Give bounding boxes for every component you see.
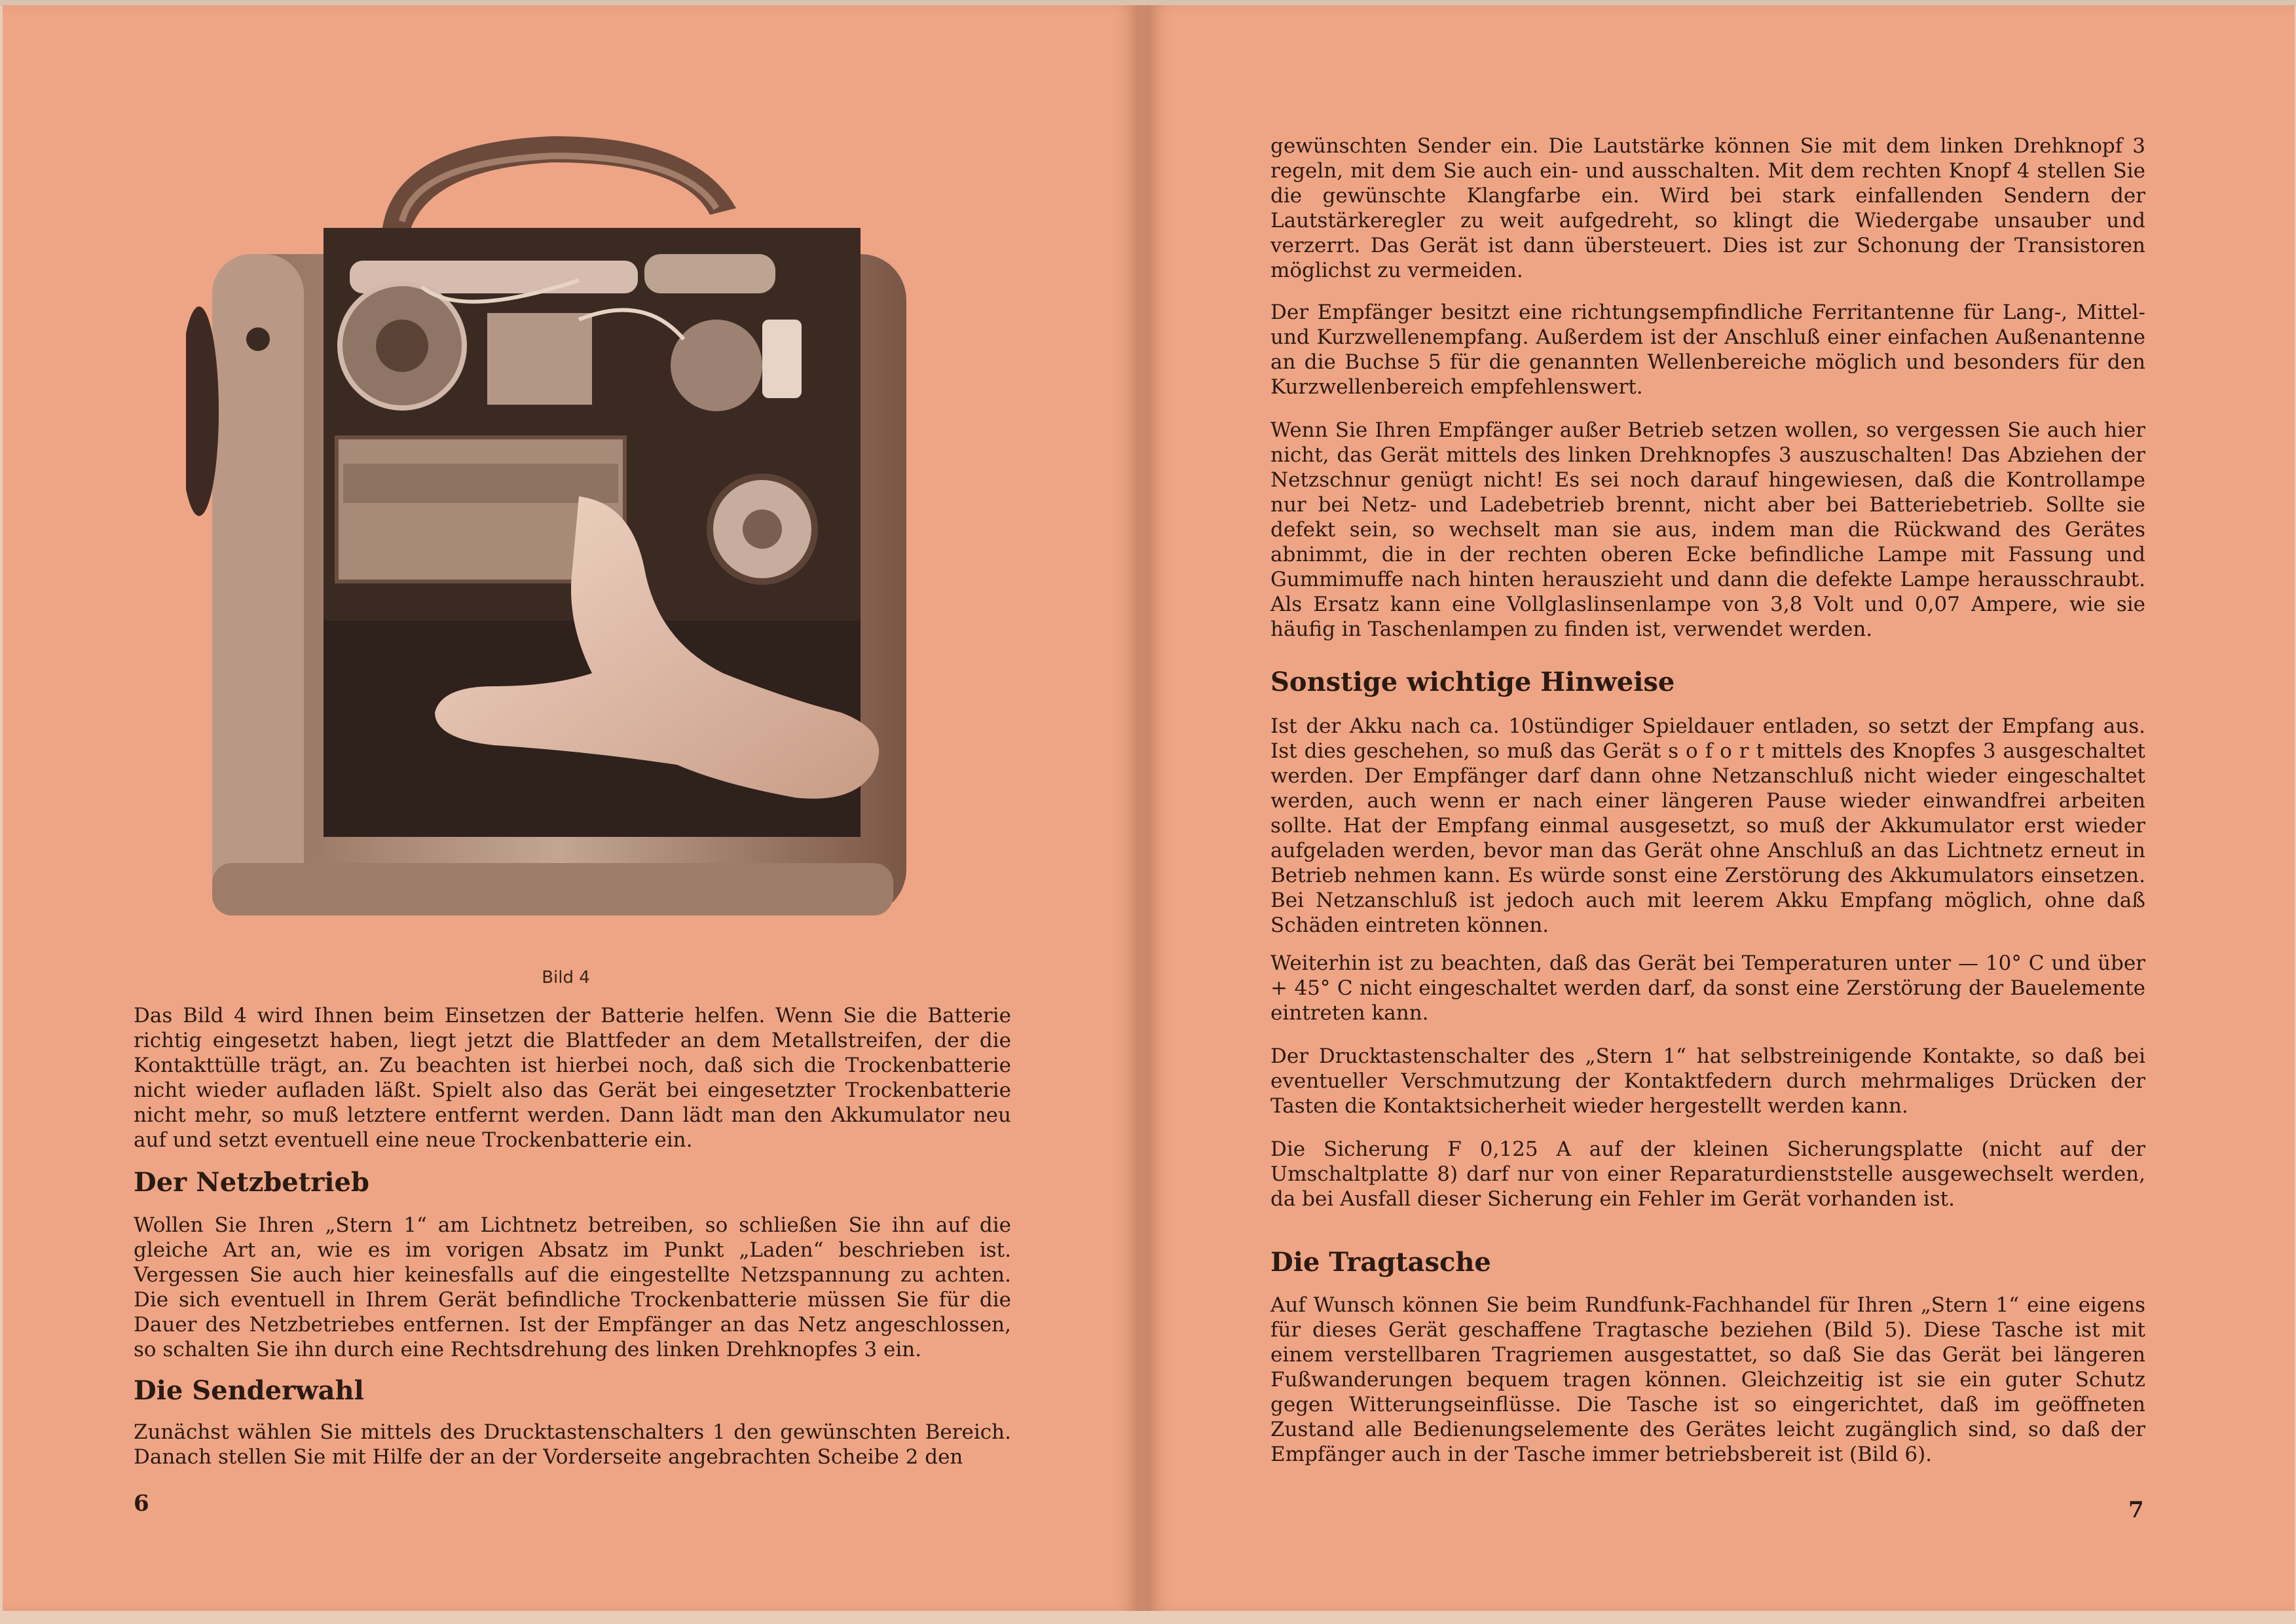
heading-senderwahl: Die Senderwahl bbox=[134, 1375, 364, 1406]
paragraph-right-2: Der Empfänger besitzt eine richtungsempfindliche Ferritantenne für Lang-, Mittel- und Kurzwellenempfang. Außerdem ist der Anschluß einer einfachen Außenantenne an die Buchse 5 für die genannten Wellenbereiche möglich und besonders für den Kurzwellenbereich empfehlenswert. bbox=[1270, 301, 2145, 399]
radio-photo-figure bbox=[186, 123, 972, 935]
page-number-right: 7 bbox=[2128, 1497, 2144, 1523]
figure-caption: Bild 4 bbox=[542, 968, 590, 987]
paragraph-right-3: Wenn Sie Ihren Empfänger außer Betrieb setzen wollen, so vergessen Sie auch hier nicht, das Gerät mittels des linken Drehknopfes 3 auszuschalten! Das Abziehen der Netzschnur genügt nicht! Es sei noch darauf hingewiesen, daß die Kontrollampe nur bei Netz- und Ladebetrieb brennt, nicht aber bei Batteriebetrieb. Sollte sie defekt sein, so wechselt man sie aus, indem man die Rückwand des Gerätes abnimmt, die in der rechten oberen Ecke befindliche Lampe mit Fassung und Gummimuffe nach hinten herauszieht und dann die defekte Lampe herausschraubt. Als Ersatz kann eine Vollglaslinsenlampe von 3,8 Volt und 0,07 Ampere, wie sie häufig in Taschenlampen zu finden ist, verwendet werden. bbox=[1270, 418, 2145, 641]
paragraph-right-5: Weiterhin ist zu beachten, daß das Gerät bei Temperaturen unter — 10° C und über + 45° C nicht eingeschaltet werden darf, da sonst eine Zerstörung der Bauelemente eintreten kann. bbox=[1270, 951, 2145, 1025]
heading-tragtasche: Die Tragtasche bbox=[1270, 1247, 1491, 1278]
paragraph-netzbetrieb: Wollen Sie Ihren „Stern 1“ am Lichtnetz betreiben, so schließen Sie ihn auf die gleiche Art an, wie es im vorigen Absatz im Punkt „Laden“ beschrieben ist. Vergessen Sie auch hier keinesfalls auf die eingestellte Netzspannung zu achten. Die sich eventuell in Ihrem Gerät befindliche Trockenbatterie müssen Sie für die Dauer des Netzbetriebes entfernen. Ist der Empfänger an das Netz angeschlossen, so schalten Sie ihn durch eine Rechtsdrehung des linken Drehknopfes 3 ein. bbox=[134, 1213, 1011, 1361]
heading-netzbetrieb: Der Netzbetrieb bbox=[134, 1167, 369, 1198]
paragraph-senderwahl: Zunächst wählen Sie mittels des Drucktastenschalters 1 den gewünschten Bereich. Danach stellen Sie mit Hilfe der an der Vorderseite angebrachten Scheibe 2 den bbox=[134, 1420, 1011, 1469]
right-page bbox=[1147, 5, 2295, 1611]
page-number-left: 6 bbox=[134, 1490, 149, 1517]
paragraph-right-4: Ist der Akku nach ca. 10stündiger Spieldauer entladen, so setzt der Empfang aus. Ist dies geschehen, so muß das Gerät s o f o r t mittels des Knopfes 3 ausgeschaltet werden. Der Empfänger darf dann ohne Netzanschluß nicht wieder eingeschaltet werden, auch wenn er nach einer längeren Pause wieder einwandfrei arbeiten sollte. Hat der Empfang einmal ausgesetzt, so muß der Akkumulator erst wieder aufgeladen werden, bevor man das Gerät ohne Anschluß an das Lichtnetz erneut in Betrieb nehmen kann. Es würde sonst eine Zerstörung des Akkumulators einsetzen. Bei Netzanschluß ist jedoch auch mit leerem Akku Empfang möglich, ohne daß Schäden eintreten können. bbox=[1270, 714, 2145, 937]
heading-hinweise: Sonstige wichtige Hinweise bbox=[1270, 667, 1675, 697]
paragraph-right-6: Der Drucktastenschalter des „Stern 1“ hat selbstreinigende Kontakte, so daß bei eventueller Verschmutzung der Kontaktfedern durch mehrmaliges Drücken der Tasten die Kontaktsicherheit wieder hergestellt werden kann. bbox=[1270, 1044, 2145, 1118]
left-page bbox=[3, 5, 1139, 1611]
paragraph-intro: Das Bild 4 wird Ihnen beim Einsetzen der Batterie helfen. Wenn Sie die Batterie richtig eingesetzt haben, liegt jetzt die Blattfeder an dem Metallstreifen, der die Kontakttülle trägt, an. Zu beachten ist hierbei noch, daß sich die Trockenbatterie nicht wieder aufladen läßt. Spielt also das Gerät bei eingesetzter Trockenbatterie nicht mehr, so muß letztere entfernt werden. Dann lädt man den Akkumulator neu auf und setzt eventuell eine neue Trockenbatterie ein. bbox=[134, 1004, 1011, 1152]
radio-photo-icon bbox=[186, 123, 972, 935]
paragraph-right-8: Auf Wunsch können Sie beim Rundfunk-Fachhandel für Ihren „Stern 1“ eine eigens für dieses Gerät geschaffene Tragtasche beziehen (Bild 5). Diese Tasche ist mit einem verstellbaren Tragriemen ausgestattet, so daß Sie das Gerät bei längeren Fußwanderungen bequem tragen können. Gleichzeitig ist sie ein guter Schutz gegen Witterungseinflüsse. Die Tasche ist so eingerichtet, daß im geöffneten Zustand alle Bedienungselemente des Gerätes leicht zugänglich sind, so daß der Empfänger auch in der Tasche immer betriebsbereit ist (Bild 6). bbox=[1270, 1293, 2145, 1466]
paragraph-right-7: Die Sicherung F 0,125 A auf der kleinen Sicherungsplatte (nicht auf der Umschaltplatte 8) darf nur von einer Reparaturdienststelle ausgewechselt werden, da bei Ausfall dieser Sicherung ein Fehler im Gerät vorhanden ist. bbox=[1270, 1137, 2145, 1211]
paragraph-right-1: gewünschten Sender ein. Die Lautstärke können Sie mit dem linken Drehknopf 3 regeln, mit dem Sie auch ein- und ausschalten. Mit dem rechten Knopf 4 stellen Sie die gewünschte Klangfarbe ein. Wird bei stark einfallenden Sendern der Lautstärkeregler zu weit aufgedreht, so klingt die Wiedergabe unsauber und verzerrt. Das Gerät ist dann übersteuert. Dies ist zur Schonung der Transistoren möglichst zu vermeiden. bbox=[1270, 134, 2145, 282]
